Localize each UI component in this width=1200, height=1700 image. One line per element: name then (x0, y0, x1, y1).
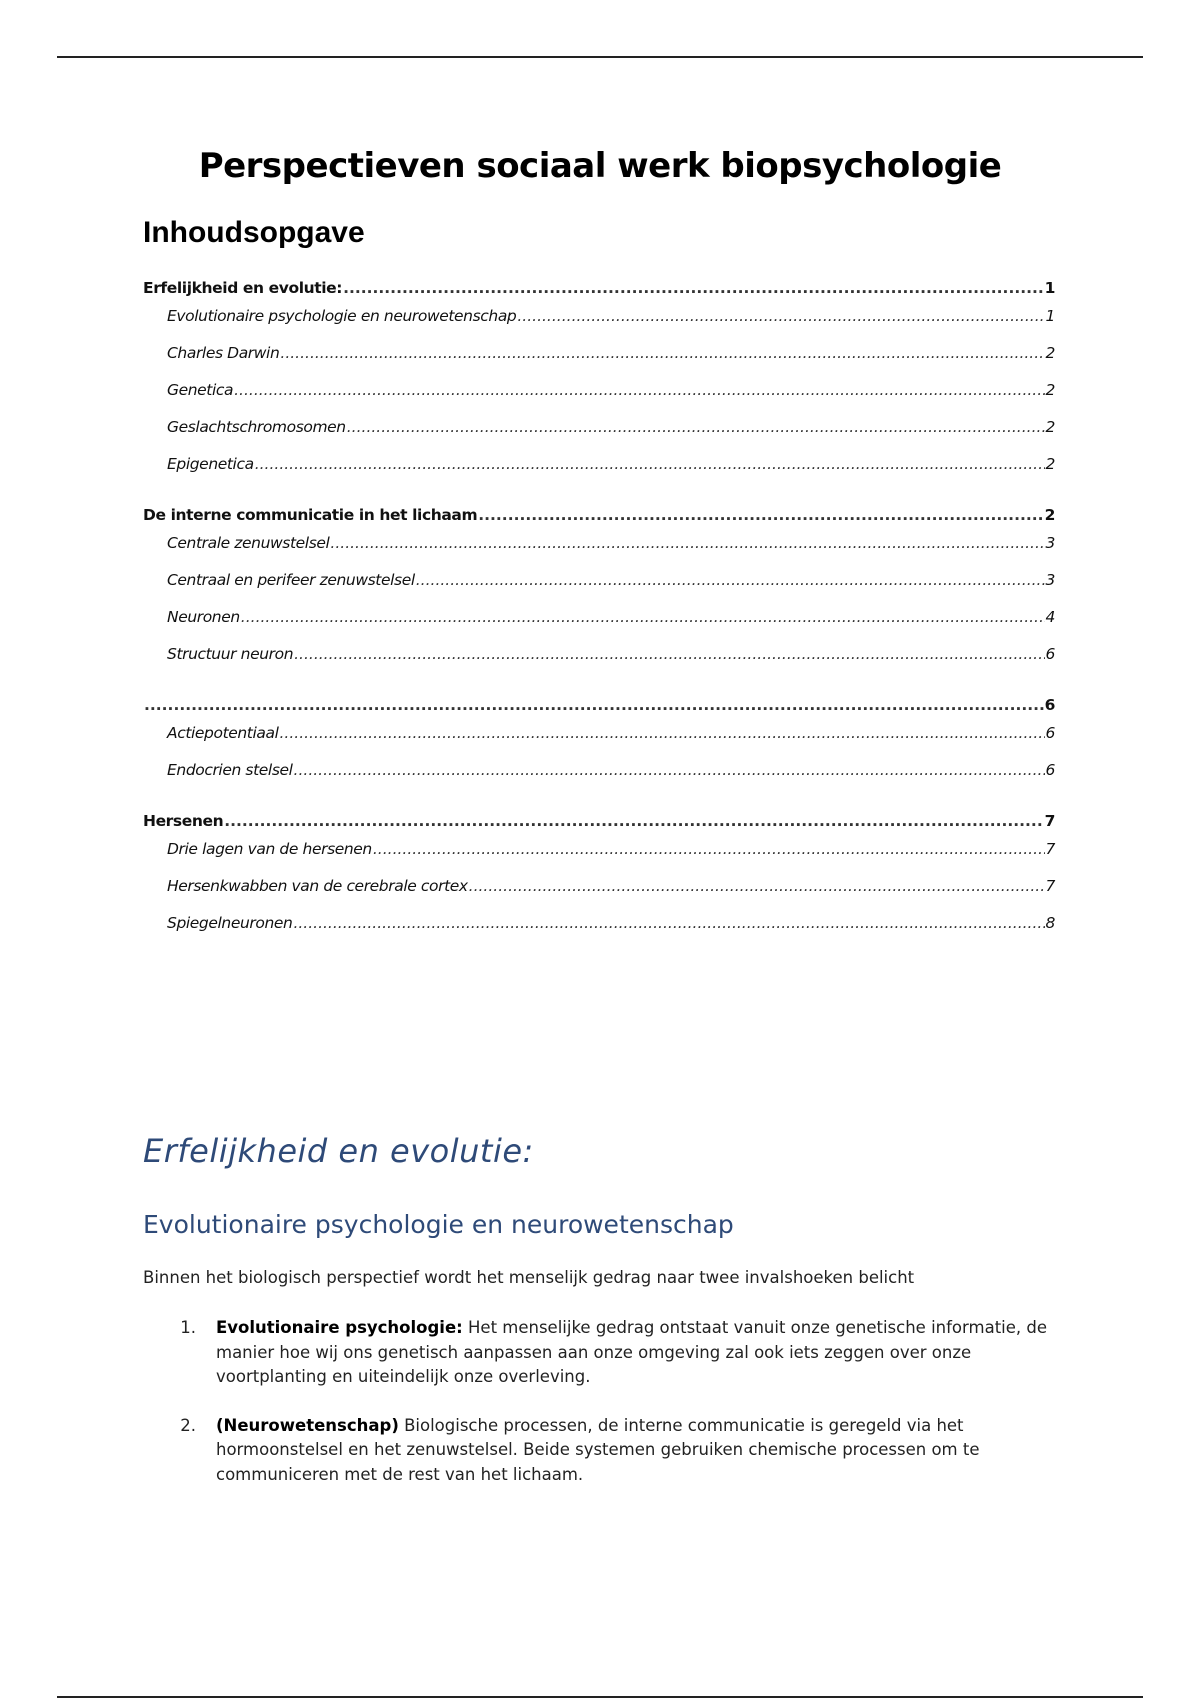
toc-entry-text: Genetica (167, 381, 234, 399)
toc-entry-text: Epigenetica (167, 455, 254, 473)
section-heading: Erfelijkheid en evolutie: (143, 1132, 534, 1170)
document-title: Perspectieven sociaal werk biopsychologie (198, 146, 1002, 186)
toc-entry[interactable] (143, 306, 1055, 343)
toc-entry-text: Endocrien stelsel (167, 761, 293, 779)
toc-entry-text: Drie lagen van de hersenen (167, 840, 372, 858)
toc-dot-leader (255, 454, 1045, 474)
toc-entry[interactable] (143, 570, 1055, 607)
toc-dot-leader (224, 809, 1043, 833)
toc-dot-leader (416, 570, 1045, 590)
toc-entry-text: De interne communicatie in het lichaam (143, 506, 478, 524)
toc-entry[interactable] (143, 380, 1055, 417)
toc-page-number: 1 (1045, 307, 1055, 325)
toc-dot-leader (144, 693, 1044, 717)
toc-page-number: 7 (1044, 812, 1055, 830)
list-item (143, 1414, 1063, 1488)
toc-page-number: 2 (1045, 344, 1055, 362)
footer-rule (57, 1696, 1143, 1698)
toc-entry[interactable] (143, 533, 1055, 570)
toc-page-number: 8 (1045, 914, 1055, 932)
toc-page-number: 3 (1045, 571, 1055, 589)
toc-dot-leader (343, 276, 1044, 300)
toc-dot-leader (293, 913, 1044, 933)
toc-entry[interactable] (143, 839, 1055, 876)
toc-page-number: 3 (1045, 534, 1055, 552)
toc-page-number: 7 (1045, 877, 1055, 895)
toc-page-number: 6 (1045, 645, 1055, 663)
toc-page-number: 6 (1044, 696, 1055, 714)
toc-page-number: 7 (1045, 840, 1055, 858)
toc-entry[interactable] (143, 693, 1055, 723)
toc-entry-text: Neuronen (167, 608, 240, 626)
toc-entry-text: Structuur neuron (167, 645, 294, 663)
subsection-heading: Evolutionaire psychologie en neurowetenschap (143, 1210, 734, 1239)
list-item-content (216, 1316, 1063, 1390)
toc-entry[interactable] (143, 343, 1055, 380)
list-item-content (216, 1414, 1063, 1488)
list-item-text: Biologische processen, de interne communicatie is geregeld via het hormoonstelsel en het zenuwstelsel. Beide systemen gebruiken chemische processen om te communiceren met de rest van het lichaam. (216, 1415, 980, 1484)
list-item-term: Evolutionaire psychologie: (216, 1318, 463, 1337)
toc-entry-text: Spiegelneuronen (167, 914, 293, 932)
toc-page-number: 2 (1045, 381, 1055, 399)
list-marker: 2. (180, 1415, 196, 1435)
toc-entry[interactable] (143, 809, 1055, 839)
toc-entry-text: Centrale zenuwstelsel (167, 534, 330, 552)
list-item (143, 1316, 1063, 1390)
intro-paragraph: Binnen het biologisch perspectief wordt het menselijk gedrag naar twee invalshoeken belicht (143, 1268, 915, 1287)
list-item-text: Het menselijke gedrag ontstaat vanuit onze genetische informatie, de manier hoe wij ons genetisch aanpassen aan onze omgeving zal ook iets zeggen over onze voortplanting en uiteindelijk onze overleving. (216, 1318, 1048, 1386)
toc-entry-text: Hersenen (143, 812, 224, 830)
list-item-term: (Neurowetenschap) (216, 1415, 399, 1435)
toc-page-number: 1 (1044, 279, 1055, 297)
toc-page-number: 4 (1045, 608, 1055, 626)
toc-dot-leader (478, 503, 1043, 527)
toc-dot-leader (294, 644, 1044, 664)
numbered-list (143, 1316, 1063, 1511)
toc-page-number: 6 (1045, 761, 1055, 779)
toc-entry-text: Erfelijkheid en evolutie: (143, 279, 343, 297)
toc-dot-leader (294, 760, 1045, 780)
toc-heading: Inhoudsopgave (143, 216, 365, 249)
toc-dot-leader (517, 306, 1044, 326)
toc-dot-leader (234, 380, 1044, 400)
toc-dot-leader (347, 417, 1045, 437)
toc-dot-leader (469, 876, 1045, 896)
toc-entry[interactable] (143, 723, 1055, 760)
toc-entry[interactable] (143, 644, 1055, 681)
toc-entry-text: Geslachtschromosomen (167, 418, 346, 436)
toc-entry[interactable] (143, 607, 1055, 644)
toc-entry-text: Actiepotentiaal (167, 724, 279, 742)
list-marker: 1. (180, 1318, 196, 1337)
toc-page-number: 2 (1045, 455, 1055, 473)
toc-entry[interactable] (143, 417, 1055, 454)
toc-entry[interactable] (143, 760, 1055, 797)
toc-entry-text: Centraal en perifeer zenuwstelsel (167, 571, 415, 589)
toc-page-number: 6 (1045, 724, 1055, 742)
toc-page-number: 2 (1044, 506, 1055, 524)
toc-entry-text: Hersenkwabben van de cerebrale cortex (167, 877, 468, 895)
toc-entry-text: Charles Darwin (167, 344, 280, 362)
toc-dot-leader (330, 533, 1044, 553)
toc-page-number: 2 (1045, 418, 1055, 436)
toc-entry[interactable] (143, 454, 1055, 491)
table-of-contents (143, 276, 1055, 950)
toc-entry[interactable] (143, 503, 1055, 533)
toc-entry-text: Evolutionaire psychologie en neurowetenschap (167, 307, 517, 325)
toc-dot-leader (373, 839, 1045, 859)
toc-entry[interactable] (143, 276, 1055, 306)
toc-dot-leader (280, 723, 1045, 743)
toc-entry[interactable] (143, 913, 1055, 950)
toc-dot-leader (280, 343, 1044, 363)
header-rule (57, 56, 1143, 58)
toc-entry[interactable] (143, 876, 1055, 913)
toc-dot-leader (241, 607, 1045, 627)
